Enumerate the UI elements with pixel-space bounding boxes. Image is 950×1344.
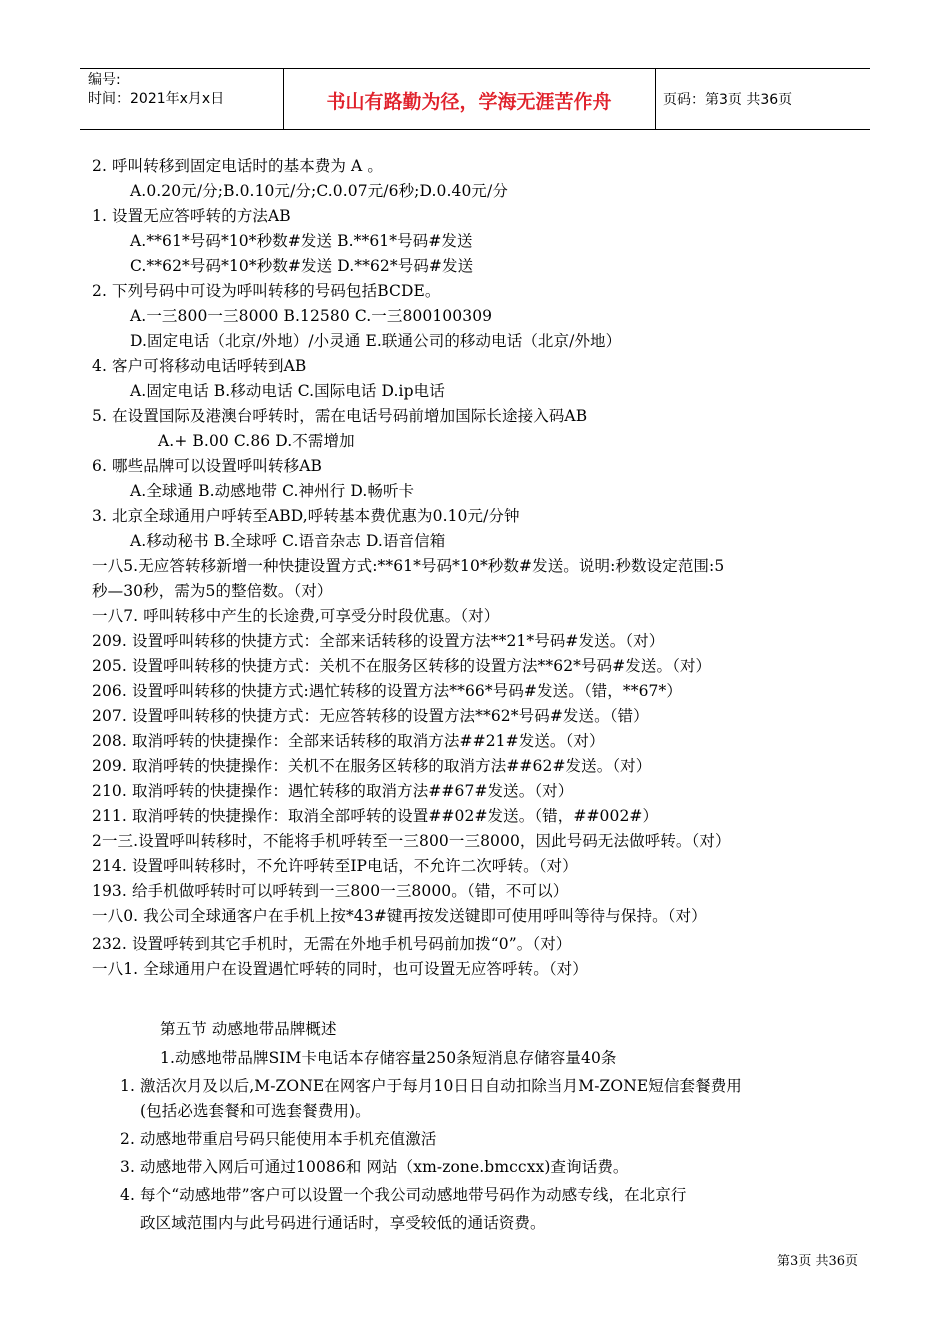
document-number-label: 编号:: [88, 72, 121, 88]
text-line: 193. 给手机做呼转时可以呼转到一三800一三8000。（错，不可以）: [92, 882, 569, 900]
text-line: 4. 客户可将移动电话呼转到AB: [92, 357, 307, 375]
text-line: 209. 取消呼转的快捷操作：关机不在服务区转移的取消方法##62#发送。（对）: [92, 757, 652, 775]
text-line: 232. 设置呼转到其它手机时，无需在外地手机号码前加拨“0”。（对）: [92, 935, 572, 953]
text-line: C.**62*号码*10*秒数#发送 D.**62*号码#发送: [130, 257, 474, 275]
text-line: 210. 取消呼转的快捷操作：遇忙转移的取消方法##67#发送。（对）: [92, 782, 574, 800]
page-footer: 第3页 共36页: [777, 1254, 858, 1269]
header-page-number: 页码：第3页 共36页: [663, 92, 793, 108]
text-line: 205. 设置呼叫转移的快捷方式：关机不在服务区转移的设置方法**62*号码#发送。（对）: [92, 657, 712, 675]
text-line: A.一三800一三8000 B.12580 C.一三800100309: [130, 307, 493, 325]
text-line: A.移动秘书 B.全球呼 C.语音杂志 D.语音信箱: [130, 532, 446, 550]
text-line: D.固定电话（北京/外地）/小灵通 E.联通公司的移动电话（北京/外地）: [130, 332, 622, 350]
document-date: 时间：2021年x月x日: [88, 91, 225, 107]
text-line: 1. 激活次月及以后,M-ZONE在网客户于每月10日日自动扣除当月M-ZONE短信套餐费用: [120, 1077, 742, 1095]
text-line: 一八5.无应答转移新增一种快捷设置方式:**61*号码*10*秒数#发送。说明:秒数设定范围:5: [92, 557, 725, 575]
text-line: 206. 设置呼叫转移的快捷方式:遇忙转移的设置方法**66*号码#发送。（错，**67*）: [92, 682, 682, 700]
text-line: A.0.20元/分;B.0.10元/分;C.0.07元/6秒;D.0.40元/分: [130, 182, 508, 200]
text-line: 3. 动感地带入网后可通过10086和 网站（xm-zone.bmccxx)查询话费。: [120, 1158, 629, 1176]
text-line: 209. 设置呼叫转移的快捷方式：全部来话转移的设置方法**21*号码#发送。（对）: [92, 632, 665, 650]
text-line: A.**61*号码*10*秒数#发送 B.**61*号码#发送: [130, 232, 473, 250]
text-line: A.固定电话 B.移动电话 C.国际电话 D.ip电话: [130, 382, 445, 400]
text-line: (包括必选套餐和可选套餐费用)。: [140, 1102, 371, 1120]
text-line: 214. 设置呼叫转移时，不允许呼转至IP电话，不允许二次呼转。（对）: [92, 857, 578, 875]
text-line: 208. 取消呼转的快捷操作：全部来话转移的取消方法##21#发送。（对）: [92, 732, 605, 750]
text-line: 一八7. 呼叫转移中产生的长途费,可享受分时段优惠。（对）: [92, 607, 500, 625]
header-motto: 书山有路勤为径，学海无涯苦作舟: [326, 91, 612, 113]
text-line: 4. 每个“动感地带”客户可以设置一个我公司动感地带号码作为动感专线，在北京行: [120, 1186, 687, 1204]
text-line: 6. 哪些品牌可以设置呼叫转移AB: [92, 457, 323, 475]
text-line: 政区域范围内与此号码进行通话时，享受较低的通话资费。: [140, 1214, 546, 1232]
section-heading: 第五节 动感地带品牌概述: [160, 1020, 337, 1038]
text-line: 1. 设置无应答呼转的方法AB: [92, 207, 291, 225]
text-line: 秒—30秒，需为5的整倍数。（对）: [92, 582, 333, 600]
text-line: 5. 在设置国际及港澳台呼转时，需在电话号码前增加国际长途接入码AB: [92, 407, 588, 425]
text-line: 207. 设置呼叫转移的快捷方式：无应答转移的设置方法**62*号码#发送。（错）: [92, 707, 649, 725]
text-line: 211. 取消呼转的快捷操作：取消全部呼转的设置##02#发送。（错，##002#）: [92, 807, 659, 825]
text-line: A.+ B.00 C.86 D.不需增加: [158, 432, 355, 450]
text-line: 2一三.设置呼叫转移时，不能将手机呼转至一三800一三8000，因此号码无法做呼转。（对）: [92, 832, 731, 850]
text-line: 2. 动感地带重启号码只能使用本手机充值激活: [120, 1130, 437, 1148]
text-line: 3. 北京全球通用户呼转至ABD,呼转基本费优惠为0.10元/分钟: [92, 507, 520, 525]
text-line: A.全球通 B.动感地带 C.神州行 D.畅听卡: [130, 482, 415, 500]
text-line: 一八0. 我公司全球通客户在手机上按*43#键再按发送键即可使用呼叫等待与保持。（对）: [92, 907, 707, 925]
text-line: 一八1. 全球通用户在设置遇忙呼转的同时，也可设置无应答呼转。（对）: [92, 960, 588, 978]
text-line: 1.动感地带品牌SIM卡电话本存储容量250条短消息存储容量40条: [160, 1049, 617, 1067]
text-line: 2. 呼叫转移到固定电话时的基本费为 A 。: [92, 157, 383, 175]
text-line: 2. 下列号码中可设为呼叫转移的号码包括BCDE。: [92, 282, 441, 300]
